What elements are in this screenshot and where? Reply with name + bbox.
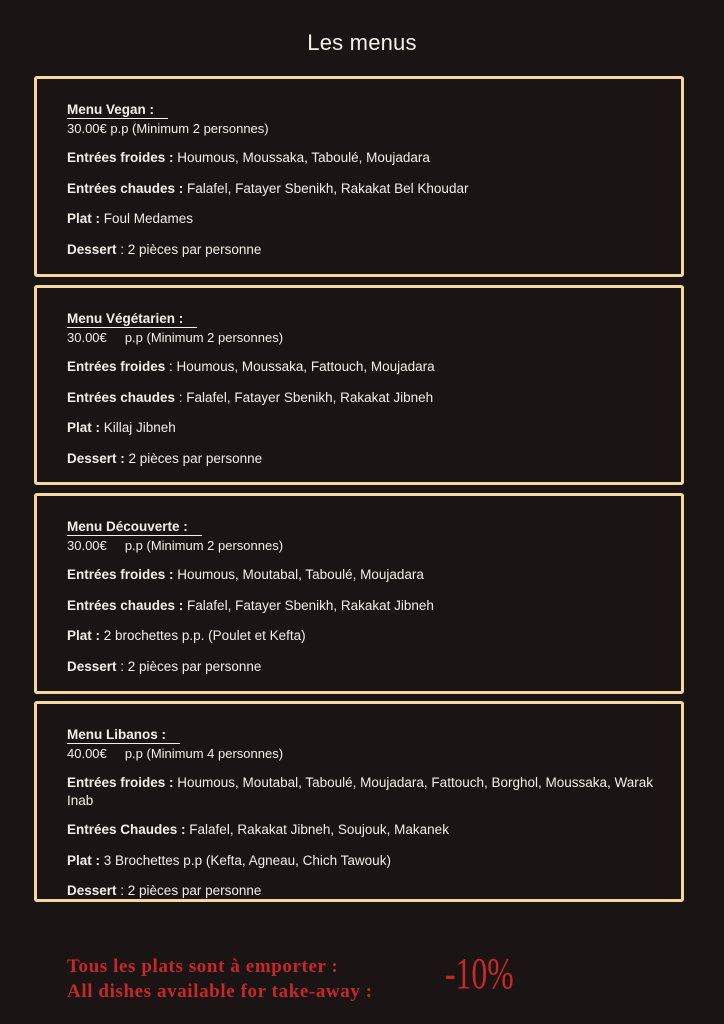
menu-line-dessert [67,241,659,259]
line-text: Killaj Jibneh [100,420,176,435]
menu-line-cold-starters [67,149,659,167]
menu-line-hot-starters [67,597,659,615]
menu-line-dessert [67,450,659,468]
line-label: Dessert : [67,450,125,466]
menu-name: Menu Végétarien : [67,311,197,328]
menu-card-decouverte [34,493,684,694]
line-label: Dessert [67,241,117,257]
menu-line-cold-starters [67,774,659,810]
line-text: Houmous, Moussaka, Taboulé, Moujadara [173,150,430,165]
line-label: Plat : [67,420,101,435]
line-text: Falafel, Fatayer Sbenikh, Rakakat Bel Khoudar [183,180,469,196]
menu-line-main [67,419,659,437]
menu-price: 30.00€ p.p (Minimum 2 personnes) [67,121,269,136]
menu-price: 30.00€ p.p (Minimum 2 personnes) [67,538,284,553]
line-label: Entrées froides : [67,775,174,790]
line-text: Houmous, Moutabal, Taboulé, Moujadara [173,567,424,582]
menu-card-libanos [34,701,684,902]
line-text: : 2 pièces par personne [116,658,262,674]
menu-line-main [67,627,659,645]
menu-line-hot-starters [67,389,659,407]
line-label: Entrées chaudes [67,389,176,405]
line-label: Dessert [67,883,117,898]
line-text: Houmous, Moutabal, Taboulé, Moujadara, Fattouch, Borghol, Moussaka, Warak Inab [67,775,654,808]
line-text: : Falafel, Fatayer Sbenikh, Rakakat Jibneh [175,389,434,405]
menu-card-vegetarien [34,285,684,485]
menu-line-hot-starters [67,821,659,839]
menu-line-main [67,210,659,228]
line-text: : 2 pièces par personne [116,241,262,257]
line-label: Entrées froides : [67,150,174,165]
line-label: Entrées froides [67,359,166,374]
takeaway-promo [67,954,373,1004]
menu-line-hot-starters [67,180,659,198]
line-label: Entrées chaudes : [67,597,184,613]
line-text: Foul Medames [100,211,194,226]
line-label: Plat : [67,211,101,226]
line-label: Entrées froides : [67,567,174,582]
menu-line-cold-starters [67,566,659,584]
line-text: 2 pièces par personne [124,450,263,466]
line-text: 3 Brochettes p.p (Kefta, Agneau, Chich Tawouk) [100,852,391,868]
menu-name: Menu Libanos : [67,727,180,744]
line-label: Dessert [67,658,117,674]
menu-line-dessert [67,658,659,676]
line-label: Entrées Chaudes : [67,822,186,837]
line-label: Entrées chaudes : [67,180,184,196]
line-text: Falafel, Rakakat Jibneh, Soujouk, Makanek [185,822,449,837]
menu-line-dessert [67,882,659,900]
promo-line-english: All dishes available for take-away : [67,981,373,1002]
promo-discount: -10% [445,949,514,998]
menu-line-main [67,852,659,870]
line-label: Plat : [67,852,101,868]
line-label: Plat : [67,628,101,643]
menu-name: Menu Vegan : [67,102,168,119]
menu-card-vegan [34,76,684,277]
line-text: : Houmous, Moussaka, Fattouch, Moujadara [165,359,435,374]
line-text: : 2 pièces par personne [116,883,262,898]
page-title: Les menus [307,30,417,55]
menu-name: Menu Découverte : [67,519,202,536]
menu-price: 40.00€ p.p (Minimum 4 personnes) [67,746,284,761]
menu-price: 30.00€ p.p (Minimum 2 personnes) [67,330,284,345]
menu-line-cold-starters [67,358,659,376]
promo-line-french: Tous les plats sont à emporter : [67,956,339,977]
line-text: Falafel, Fatayer Sbenikh, Rakakat Jibneh [183,597,434,613]
line-text: 2 brochettes p.p. (Poulet et Kefta) [100,628,306,643]
